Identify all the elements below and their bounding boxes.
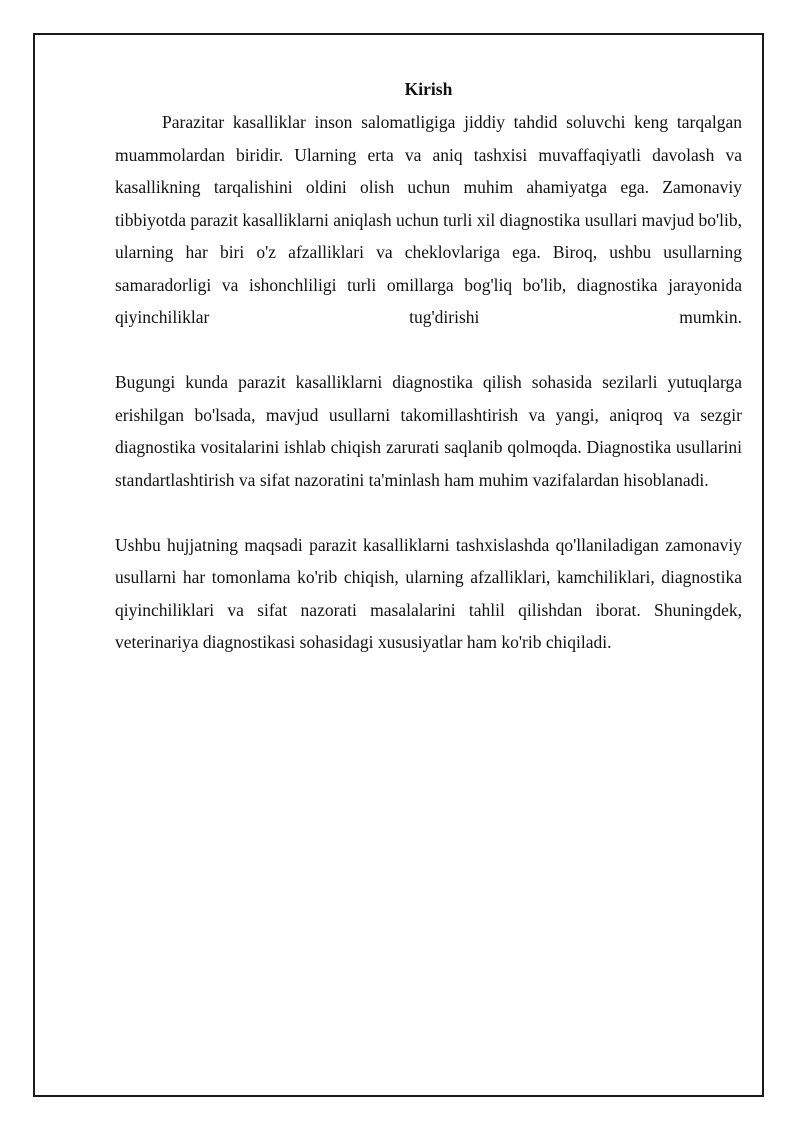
paragraph-progress: Bugungi kunda parazit kasalliklarni diagnostika qilish sohasida sezilarli yutuqlarga erishilgan bo'lsada, mavjud usullarni takomillashtirish va yangi, aniqroq va sezgir diagnostika vositalarini ishlab chiqish zarurati saqlanib qolmoqda. Diagnostika usullarini standartlashtirish va sifat nazoratini ta'minlash ham muhim vazifalardan hisoblanadi.	[115, 372, 742, 490]
paragraph-intro: Parazitar kasalliklar inson salomatligiga jiddiy tahdid soluvchi keng tarqalgan muammolardan biridir. Ularning erta va aniq tashxisi muvaffaqiyatli davolash va kasallikning tarqalishini oldini olish uchun muhim ahamiyatga ega. Zamonaviy tibbiyotda parazit kasalliklarni aniqlash uchun turli xil diagnostika usullari mavjud bo'lib, ularning har biri o'z afzalliklari va cheklovlariga ega. Biroq, ushbu usullarning samaradorligi va ishonchliligi turli omillarga bog'liq bo'lib, diagnostika jarayonida qiyinchiliklar tug'dirishi mumkin.	[115, 112, 742, 327]
paragraph-spacer	[115, 334, 742, 367]
paragraph-spacer	[115, 496, 742, 529]
paragraph-purpose: Ushbu hujjatning maqsadi parazit kasalliklarni tashxislashda qo'llaniladigan zamonaviy usullarni har tomonlama ko'rib chiqish, ularning afzalliklari, kamchiliklari, diagnostika qiyinchiliklari va sifat nazorati masalalarini tahlil qilishdan iborat. Shuningdek, veterinariya diagnostikasi sohasidagi xususiyatlar ham ko'rib chiqiladi.	[115, 534, 742, 652]
document-body	[115, 76, 742, 659]
page-title: Kirish	[404, 79, 453, 99]
